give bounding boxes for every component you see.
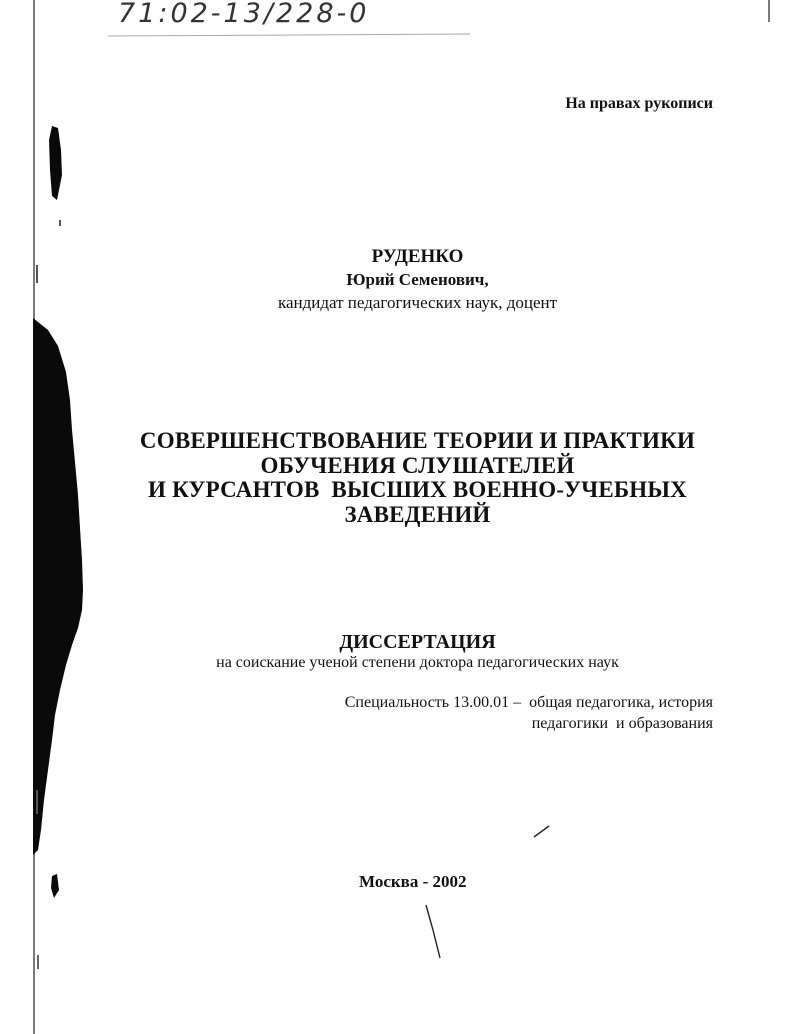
dissertation-title <box>0 429 799 527</box>
title-line: И КУРСАНТОВ ВЫСШИХ ВОЕННО-УЧЕБНЫХ <box>148 477 687 502</box>
registry-number: 71:02-13/228-0 <box>118 0 370 29</box>
specialty-line: Специальность 13.00.01 – общая педагогика, история <box>344 694 713 711</box>
rights-note: На правах рукописи <box>565 95 713 112</box>
pen-stroke-tick <box>534 826 549 837</box>
dissertation-degree: на соискание ученой степени доктора педагогических наук <box>216 654 619 671</box>
scan-edge-shadow <box>33 318 83 855</box>
title-line: ЗАВЕДЕНИЙ <box>344 501 491 527</box>
right-margin-line <box>768 0 770 22</box>
title-line: СОВЕРШЕНСТВОВАНИЕ ТЕОРИИ И ПРАКТИКИ <box>139 428 696 453</box>
author-block <box>0 245 799 315</box>
scan-speck <box>37 955 39 969</box>
author-name: Юрий Семенович, <box>346 270 489 289</box>
scan-edge-mark-top <box>49 126 62 200</box>
city-year: Москва - 2002 <box>359 872 467 891</box>
scan-edge-mark-bottom <box>51 874 59 898</box>
specialty-line: педагогики и образования <box>531 715 713 732</box>
dissertation-block <box>0 630 799 672</box>
scan-speck <box>36 790 38 814</box>
specialty-block <box>345 692 713 734</box>
dissertation-label: ДИССЕРТАЦИЯ <box>339 631 496 653</box>
title-line: ОБУЧЕНИЯ СЛУШАТЕЛЕЙ <box>260 452 575 478</box>
pen-stroke-line <box>426 905 440 958</box>
scan-speck <box>59 220 61 226</box>
author-degree: кандидат педагогических наук, доцент <box>277 293 558 312</box>
author-surname: РУДЕНКО <box>371 246 464 267</box>
